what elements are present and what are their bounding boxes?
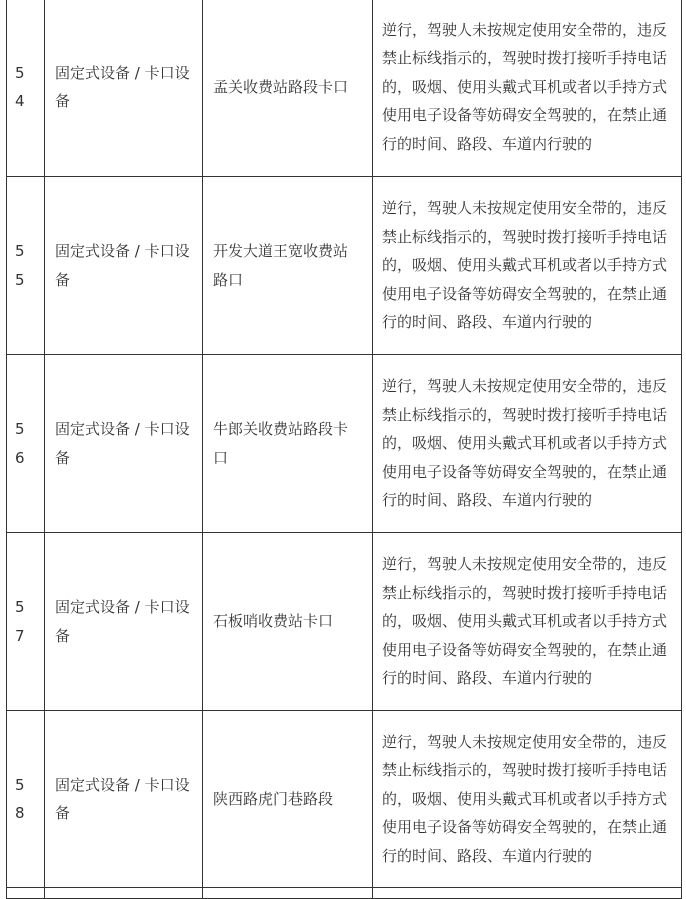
enforcement-device-table (6, 0, 682, 899)
location: 石板哨收费站卡口 (203, 533, 373, 711)
location: 孟关收费站路段卡口 (203, 0, 373, 177)
table-row (7, 711, 682, 888)
location: 牛郎关收费站路段卡口 (203, 355, 373, 533)
table-row (7, 533, 682, 711)
row-index: 54 (7, 0, 45, 177)
violation-types: 逆行，驾驶人未按规定使用安全带的，违反禁止标线指示的，驾驶时拨打接听手持电话的，吸烟、使用头戴式耳机或者以手持方式使用电子设备等妨碍安全驾驶的，在禁止通行的时间、路段、车道内行驶的 (373, 533, 682, 711)
violation-types: 逆行，驾驶人未按规定使用安全带的，违反禁止标线指示的，驾驶时拨打接听手持电话的，吸烟、使用头戴式耳机或者以手持方式使用电子设备等妨碍安全驾驶的，在禁止通行的时间、路段、车道内行驶的 (373, 0, 682, 177)
device-type: 固定式设备 / 卡口设备 (45, 355, 203, 533)
device-type: 固定式设备 / 卡口设备 (45, 177, 203, 355)
row-index: 56 (7, 355, 45, 533)
table-row (7, 355, 682, 533)
row-index: 55 (7, 177, 45, 355)
device-type: 固定式设备 / 卡口设备 (45, 0, 203, 177)
table-row (7, 0, 682, 177)
empty-cell (7, 888, 45, 899)
location: 陕西路虎门巷路段 (203, 711, 373, 888)
violation-types: 逆行，驾驶人未按规定使用安全带的，违反禁止标线指示的，驾驶时拨打接听手持电话的，吸烟、使用头戴式耳机或者以手持方式使用电子设备等妨碍安全驾驶的，在禁止通行的时间、路段、车道内行驶的 (373, 355, 682, 533)
location: 开发大道王宽收费站路口 (203, 177, 373, 355)
empty-cell (45, 888, 203, 899)
row-index: 58 (7, 711, 45, 888)
empty-cell (373, 888, 682, 899)
violation-types: 逆行，驾驶人未按规定使用安全带的，违反禁止标线指示的，驾驶时拨打接听手持电话的，吸烟、使用头戴式耳机或者以手持方式使用电子设备等妨碍安全驾驶的，在禁止通行的时间、路段、车道内行驶的 (373, 177, 682, 355)
violation-types: 逆行，驾驶人未按规定使用安全带的，违反禁止标线指示的，驾驶时拨打接听手持电话的，吸烟、使用头戴式耳机或者以手持方式使用电子设备等妨碍安全驾驶的，在禁止通行的时间、路段、车道内行驶的 (373, 711, 682, 888)
row-index: 57 (7, 533, 45, 711)
device-type: 固定式设备 / 卡口设备 (45, 533, 203, 711)
table-row-partial (7, 888, 682, 899)
table-row (7, 177, 682, 355)
device-type: 固定式设备 / 卡口设备 (45, 711, 203, 888)
empty-cell (203, 888, 373, 899)
